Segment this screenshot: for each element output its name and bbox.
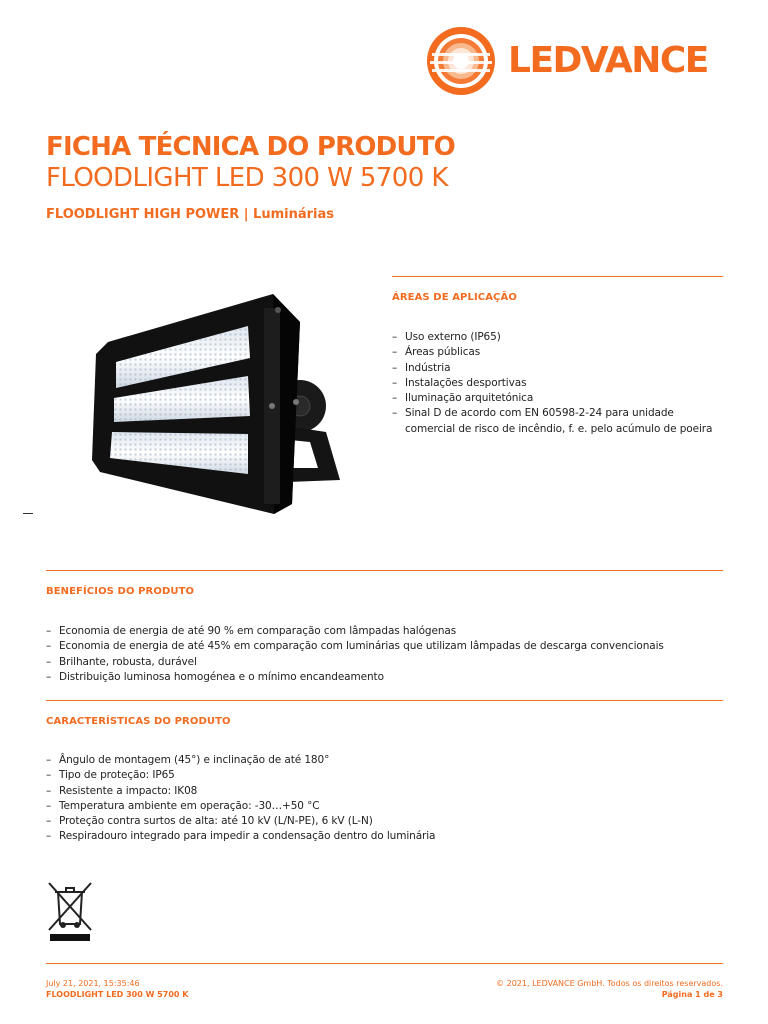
footer-divider — [46, 963, 723, 964]
footer-page-number: Página 1 de 3 — [661, 990, 723, 999]
application-list — [392, 330, 723, 437]
product-family: FLOODLIGHT HIGH POWER | Luminárias — [46, 207, 335, 222]
list-item: – Ângulo de montagem (45°) e inclinação de até 180° — [46, 753, 723, 768]
brand-wordmark: LEDVANCE — [508, 40, 708, 81]
list-item: – Sinal D de acordo com EN 60598-2-24 para unidade comercial de risco de incêndio, f. e. pelo acúmulo de poeira — [392, 406, 723, 437]
list-item: – Resistente a impacto: IK08 — [46, 784, 723, 799]
list-item: – Brilhante, robusta, durável — [46, 655, 723, 670]
document-title: FICHA TÉCNICA DO PRODUTO — [46, 132, 455, 162]
list-item: – Tipo de proteção: IP65 — [46, 768, 723, 783]
footer-product: FLOODLIGHT LED 300 W 5700 K — [46, 990, 189, 999]
features-list — [46, 753, 723, 845]
list-item: – Instalações desportivas — [392, 376, 723, 391]
list-item: – Economia de energia de até 90 % em comparação com lâmpadas halógenas — [46, 624, 723, 639]
list-item: – Iluminação arquitetónica — [392, 391, 723, 406]
list-item: – Proteção contra surtos de alta: até 10 kV (L/N-PE), 6 kV (L-N) — [46, 814, 723, 829]
divider — [46, 570, 723, 571]
footer-copyright: © 2021, LEDVANCE GmbH. Todos os direitos reservados. — [496, 979, 723, 988]
list-item: – Temperatura ambiente em operação: -30…+50 °C — [46, 799, 723, 814]
ledvance-logo — [426, 26, 726, 96]
margin-mark — [23, 513, 33, 514]
divider — [392, 276, 723, 277]
ledvance-sun-logo-icon — [426, 26, 496, 96]
list-item: – Respiradouro integrado para impedir a condensação dentro do luminária — [46, 829, 723, 844]
footer-timestamp: July 21, 2021, 15:35:46 — [46, 979, 140, 988]
list-item: – Áreas públicas — [392, 345, 723, 360]
product-name: FLOODLIGHT LED 300 W 5700 K — [46, 163, 448, 193]
list-item: – Distribuição luminosa homogénea e o mínimo encandeamento — [46, 670, 723, 685]
list-item: – Indústria — [392, 361, 723, 376]
application-heading: ÁREAS DE APLICAÇÃO — [392, 292, 517, 303]
crossed-out-wheelie-bin-icon — [46, 880, 94, 944]
floodlight-product-image — [78, 282, 348, 528]
benefits-heading: BENEFÍCIOS DO PRODUTO — [46, 586, 195, 597]
benefits-list — [46, 624, 723, 685]
features-heading: CARACTERÍSTICAS DO PRODUTO — [46, 716, 231, 727]
list-item: – Uso externo (IP65) — [392, 330, 723, 345]
divider — [46, 700, 723, 701]
list-item: – Economia de energia de até 45% em comparação com luminárias que utilizam lâmpadas de descarga convencionais — [46, 639, 723, 654]
